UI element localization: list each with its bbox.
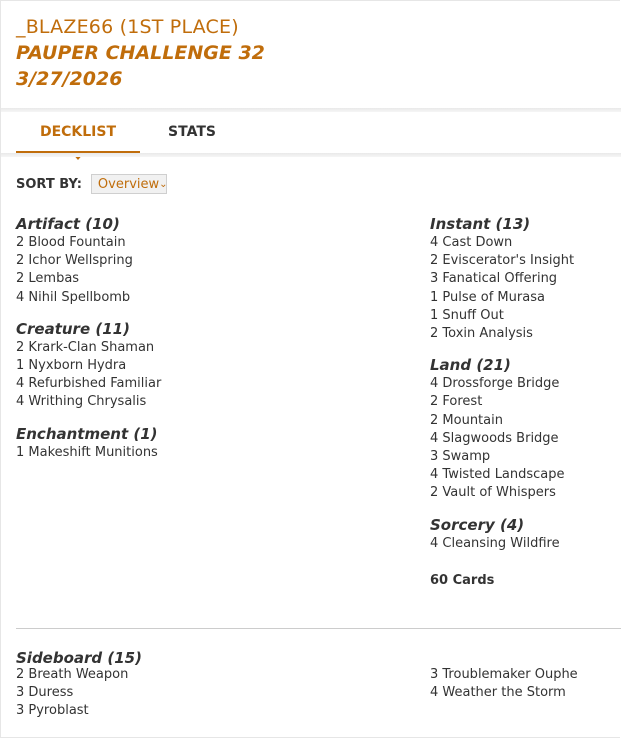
sort-selected-value: Overview	[97, 176, 160, 192]
card-type-section	[430, 515, 620, 553]
card-entry[interactable]: 3 Swamp	[430, 449, 491, 465]
sideboard-title: Sideboard (15)	[16, 649, 142, 667]
card-type-section	[430, 214, 620, 343]
tab-bar-top-border	[1, 108, 621, 112]
card-entry[interactable]: 4 Cleansing Wildfire	[430, 535, 560, 551]
card-entry[interactable]: 2 Ichor Wellspring	[16, 253, 133, 269]
card-entry[interactable]: 4 Slagwoods Bridge	[430, 430, 559, 446]
card-type-section	[16, 424, 206, 462]
sort-control	[16, 172, 167, 196]
section-title: Creature (11)	[16, 319, 130, 338]
card-entry[interactable]: 2 Blood Fountain	[16, 235, 126, 250]
card-entry[interactable]: 1 Nyxborn Hydra	[16, 358, 127, 374]
card-entry[interactable]: 2 Mountain	[430, 412, 503, 428]
tab-bar-bottom-border	[1, 153, 621, 157]
sideboard-right-list	[430, 666, 606, 702]
sideboard-card-entry[interactable]: 2 Breath Weapon	[16, 667, 129, 682]
card-entry[interactable]: 3 Fanatical Offering	[430, 271, 558, 287]
chevron-down-icon: ⌄	[159, 178, 168, 190]
card-entry[interactable]: 4 Drossforge Bridge	[430, 376, 560, 392]
card-entry[interactable]: 4 Nihil Spellbomb	[16, 289, 131, 305]
sideboard-card-entry[interactable]: 3 Duress	[16, 685, 74, 701]
event-date: 3/27/2026	[16, 68, 123, 90]
card-entry[interactable]: 4 Twisted Landscape	[430, 467, 565, 483]
card-type-section	[430, 355, 620, 502]
card-entry[interactable]: 2 Forest	[430, 394, 483, 410]
card-entry[interactable]: 2 Toxin Analysis	[430, 326, 533, 342]
sort-select[interactable]	[91, 174, 167, 194]
card-entry[interactable]: 2 Eviscerator's Insight	[430, 253, 575, 269]
tab-bar	[16, 113, 616, 153]
card-entry[interactable]: 2 Vault of Whispers	[430, 485, 556, 501]
card-entry[interactable]: 1 Makeshift Munitions	[16, 444, 158, 460]
card-entry[interactable]: 2 Lembas	[16, 271, 80, 287]
player-title[interactable]: _BLAZE66 (1ST PLACE)	[16, 16, 239, 38]
sideboard-left-list	[16, 666, 266, 721]
card-entry[interactable]: 4 Refurbished Familiar	[16, 376, 162, 392]
sideboard-card-entry[interactable]: 4 Weather the Storm	[430, 685, 566, 701]
sideboard-card-entry[interactable]: 3 Pyroblast	[16, 703, 89, 719]
section-title: Enchantment (1)	[16, 424, 158, 443]
card-type-section	[16, 319, 206, 412]
deck-header	[16, 14, 265, 92]
card-entry[interactable]: 4 Writhing Chrysalis	[16, 394, 147, 410]
section-title: Artifact (10)	[16, 215, 120, 233]
sideboard-divider	[16, 628, 621, 629]
section-title: Land (21)	[430, 356, 511, 375]
section-title: Instant (13)	[430, 215, 531, 233]
card-entry[interactable]: 4 Cast Down	[430, 235, 513, 250]
maindeck-left-column	[16, 214, 206, 474]
card-type-section	[16, 214, 206, 307]
card-entry[interactable]: 1 Pulse of Murasa	[430, 289, 545, 305]
sideboard-card-entry[interactable]: 3 Troublemaker Ouphe	[430, 667, 578, 682]
maindeck-right-column	[430, 214, 620, 588]
card-entry[interactable]: 1 Snuff Out	[430, 307, 504, 323]
tab-decklist[interactable]: DECKLIST	[16, 113, 140, 154]
total-card-count: 60 Cards	[430, 572, 495, 588]
tab-stats[interactable]: STATS	[168, 124, 216, 140]
card-entry[interactable]: 2 Krark-Clan Shaman	[16, 339, 155, 355]
section-title: Sorcery (4)	[430, 515, 525, 534]
sort-label: SORT BY:	[16, 176, 82, 192]
sideboard-section	[16, 648, 606, 719]
event-name[interactable]: PAUPER CHALLENGE 32	[16, 42, 265, 64]
